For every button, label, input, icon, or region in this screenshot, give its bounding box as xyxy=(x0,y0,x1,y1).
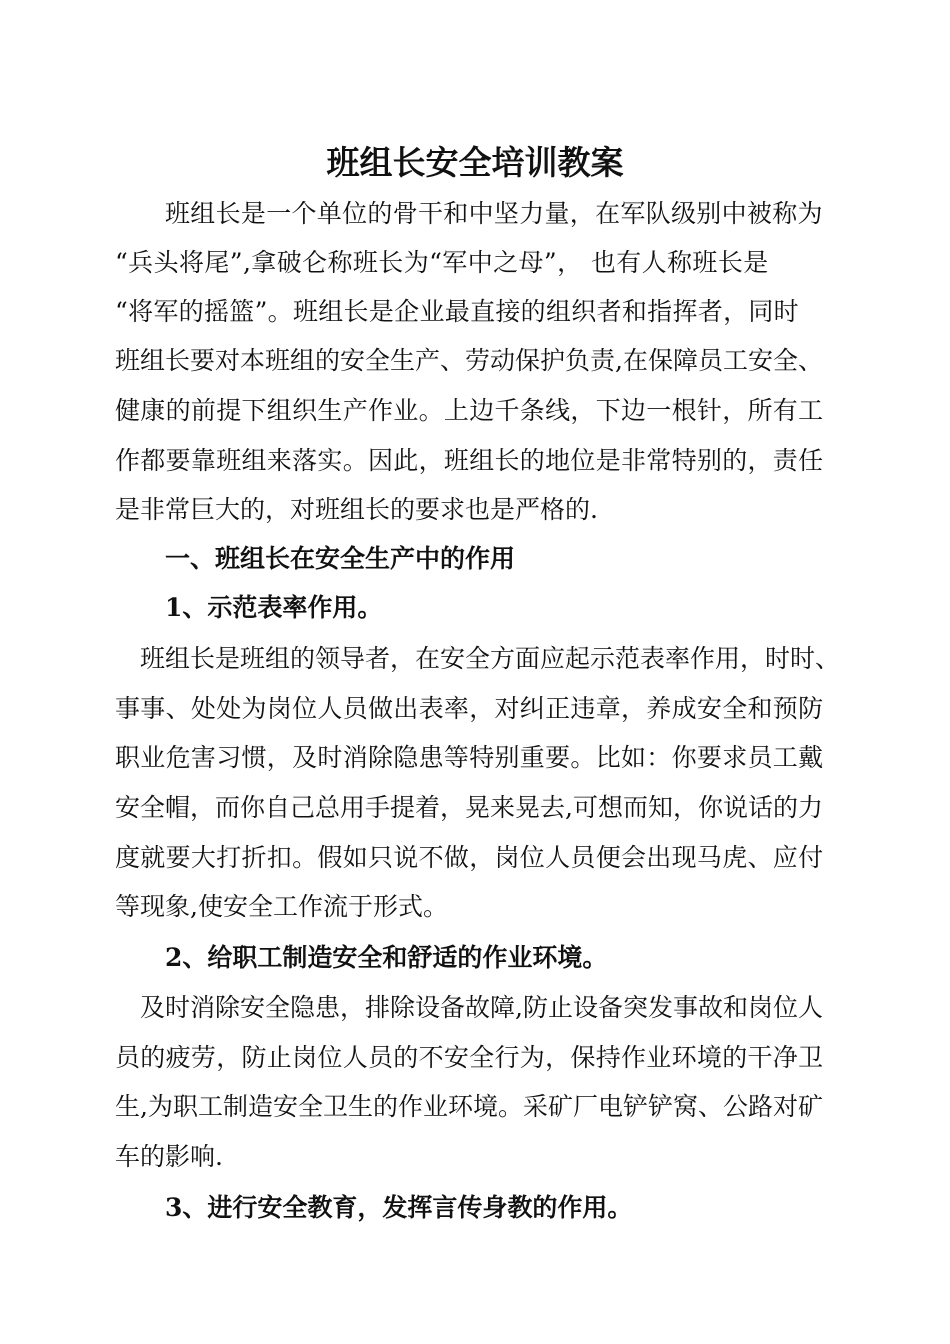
subsection-heading: 3、进行安全教育，发挥言传身教的作用。 xyxy=(165,1193,633,1222)
paragraph-line: 及时消除安全隐患，排除设备故障,防止设备突发事故和岗位人 xyxy=(140,993,823,1022)
paragraph-line: 班组长要对本班组的安全生产、劳动保护负责,在保障员工安全、 xyxy=(115,346,823,375)
paragraph-line: 职业危害习惯，及时消除隐患等特别重要。比如：你要求员工戴 xyxy=(115,743,824,772)
paragraph-line: 度就要大打折扣。假如只说不做，岗位人员便会出现马虎、应付 xyxy=(115,843,824,872)
subsection-heading: 2、给职工制造安全和舒适的作业环境。 xyxy=(165,943,608,972)
paragraph-line: 车的影响. xyxy=(115,1142,223,1171)
paragraph-line: 健康的前提下组织生产作业。上边千条线，下边一根针，所有工 xyxy=(115,396,824,425)
subsection-heading: 1、示范表率作用。 xyxy=(165,593,383,622)
paragraph-line: 是非常巨大的，对班组长的要求也是严格的. xyxy=(115,495,598,524)
paragraph-line: 生,为职工制造安全卫生的作业环境。采矿厂电铲铲窝、公路对矿 xyxy=(115,1092,823,1121)
paragraph-line: “将军的摇篮”。班组长是企业最直接的组织者和指挥者，同时 xyxy=(115,297,799,326)
paragraph-line: 作都要靠班组来落实。因此，班组长的地位是非常特别的，责任 xyxy=(115,446,824,475)
paragraph-line: 事事、处处为岗位人员做出表率，对纠正违章，养成安全和预防 xyxy=(115,694,824,723)
document-title: 班组长安全培训教案 xyxy=(326,143,624,182)
paragraph-line: 班组长是一个单位的骨干和中坚力量，在军队级别中被称为 xyxy=(165,199,823,228)
paragraph-line: 安全帽，而你自己总用手提着，晃来晃去,可想而知，你说话的力 xyxy=(115,793,823,822)
paragraph-line: 员的疲劳，防止岗位人员的不安全行为，保持作业环境的干净卫 xyxy=(115,1043,824,1072)
paragraph-line: 等现象,使安全工作流于形式。 xyxy=(115,892,448,921)
section-heading: 一、班组长在安全生产中的作用 xyxy=(165,544,516,573)
paragraph-line: 班组长是班组的领导者，在安全方面应起示范表率作用，时时、 xyxy=(140,644,841,673)
paragraph-line: “兵头将尾”,拿破仑称班长为“军中之母”， 也有人称班长是 xyxy=(115,248,769,277)
